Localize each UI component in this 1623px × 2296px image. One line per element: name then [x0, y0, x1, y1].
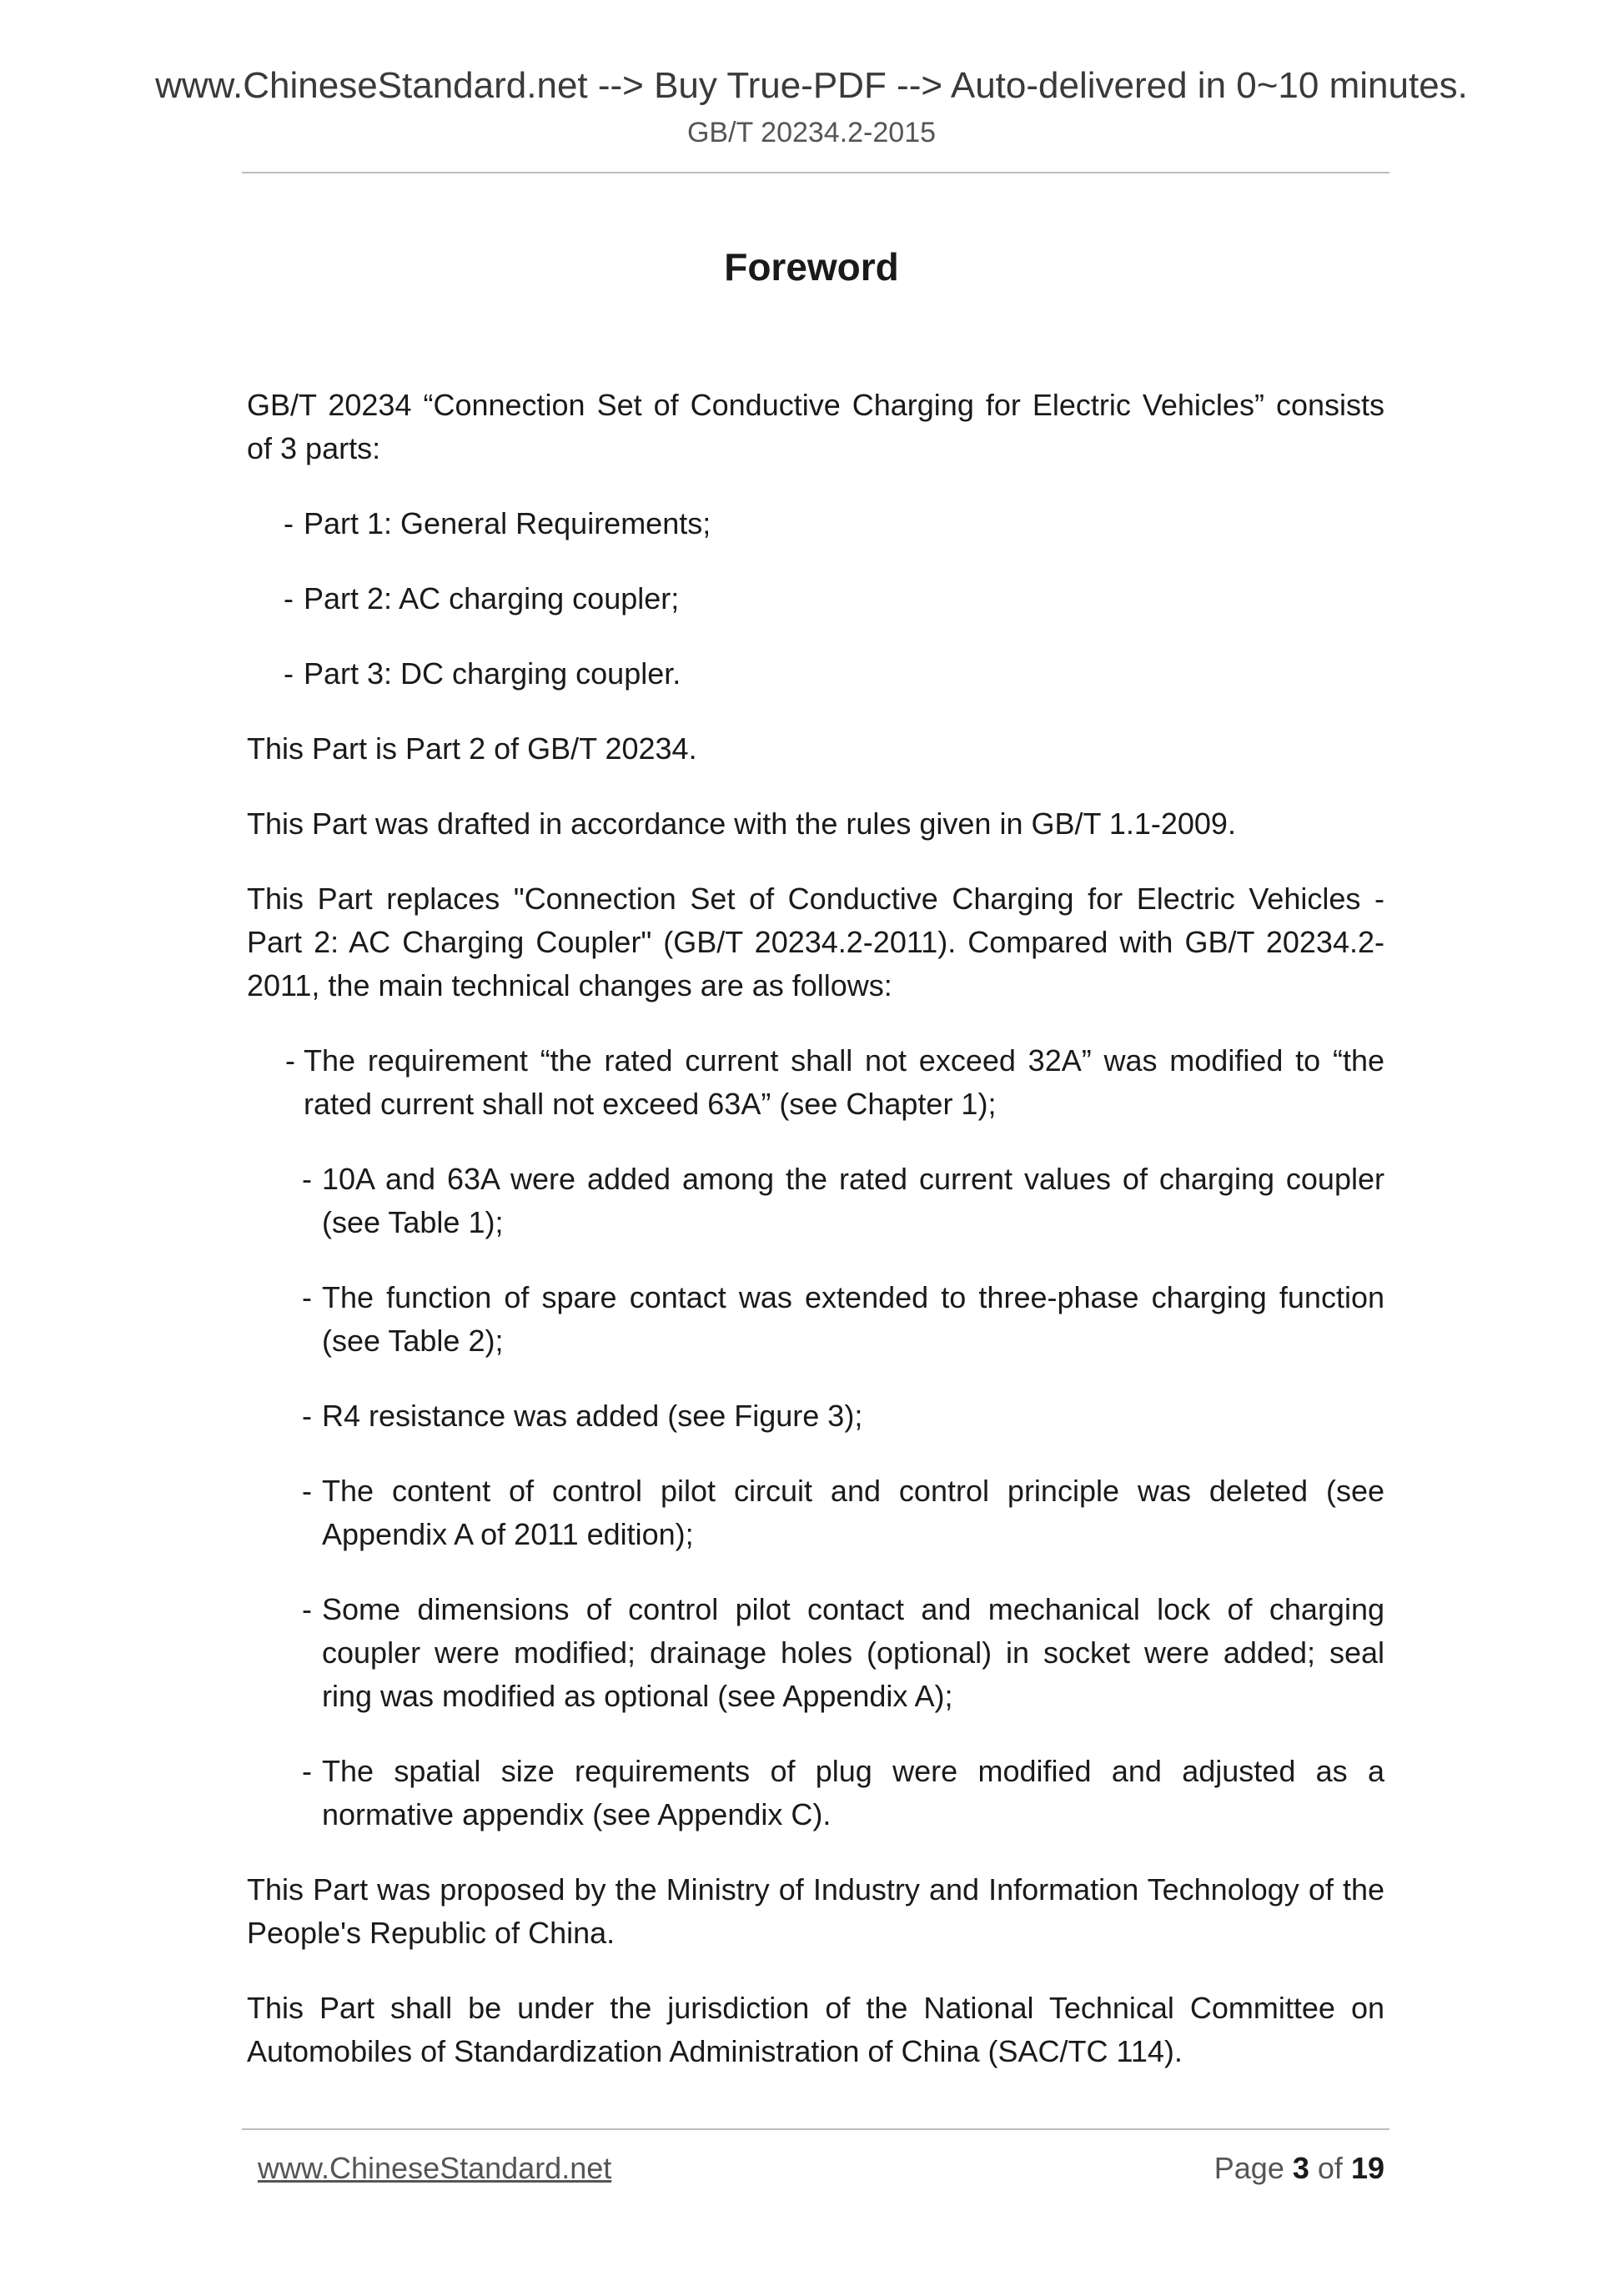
- list-dash: -: [302, 1754, 312, 1788]
- page-of-label: of: [1317, 2151, 1343, 2185]
- page-indicator: [1214, 2151, 1384, 2186]
- part-of-paragraph: This Part is Part 2 of GB/T 20234.: [247, 731, 697, 766]
- list-dash: -: [284, 581, 294, 615]
- intro-paragraph: GB/T 20234 “Connection Set of Conductive Charging for Electric Vehicles” consists of 3 parts:: [247, 388, 1384, 465]
- header-standard-code: GB/T 20234.2-2015: [686, 117, 937, 148]
- change-list-item: [247, 1039, 1384, 1126]
- header-banner[interactable]: www.ChineseStandard.net --> Buy True-PDF --> Auto-delivered in 0~10 minutes.: [155, 65, 1468, 106]
- document-body: [247, 384, 1384, 2105]
- list-dash: -: [302, 1399, 312, 1433]
- part-list-item: [247, 502, 1384, 545]
- change-item-text: The requirement “the rated current shall not exceed 32A” was modified to “the rated current shall not exceed 63A” (see Chapter 1);: [304, 1043, 1384, 1121]
- proposed-paragraph: This Part was proposed by the Ministry of Industry and Information Technology of the People's Republic of China.: [247, 1872, 1384, 1950]
- change-list-item: [247, 1750, 1384, 1836]
- page-current: 3: [1292, 2151, 1309, 2185]
- list-dash: -: [302, 1162, 312, 1196]
- change-list-item: [247, 1158, 1384, 1244]
- drafted-paragraph: This Part was drafted in accordance with the rules given in GB/T 1.1-2009.: [247, 806, 1236, 841]
- change-list-item: [247, 1470, 1384, 1556]
- part-item-text: Part 1: General Requirements;: [304, 506, 711, 540]
- list-dash: -: [302, 1474, 312, 1508]
- change-list-item: [247, 1394, 1384, 1438]
- replaces-paragraph: This Part replaces "Connection Set of Conductive Charging for Electric Vehicles - Part 2: AC Charging Coupler" (GB/T 20234.2-2011). Compared with GB/T 20234.2-2011, the main technical changes are as follows:: [247, 882, 1384, 1002]
- part-list-item: [247, 577, 1384, 620]
- list-dash: -: [284, 506, 294, 540]
- part-list-item: [247, 652, 1384, 696]
- header-divider: [242, 172, 1389, 173]
- list-dash: -: [285, 1043, 295, 1078]
- page-title: Foreword: [724, 245, 899, 289]
- list-dash: -: [284, 656, 294, 691]
- list-dash: -: [302, 1592, 312, 1626]
- change-item-text: R4 resistance was added (see Figure 3);: [322, 1399, 863, 1433]
- page-label: Page: [1213, 2151, 1284, 2185]
- change-list-item: [247, 1276, 1384, 1363]
- change-item-text: The content of control pilot circuit and control principle was deleted (see Appendix A of 2011 edition);: [322, 1474, 1384, 1551]
- footer-site-link[interactable]: www.ChineseStandard.net: [258, 2151, 612, 2185]
- page-total: 19: [1350, 2151, 1384, 2185]
- change-item-text: The spatial size requirements of plug were modified and adjusted as a normative appendix (see Appendix C).: [322, 1754, 1384, 1831]
- part-item-text: Part 3: DC charging coupler.: [304, 656, 681, 691]
- change-item-text: Some dimensions of control pilot contact and mechanical lock of charging coupler were modified; drainage holes (optional) in socket were added; seal ring was modified as optional (see Appendix A);: [322, 1592, 1384, 1713]
- list-dash: -: [302, 1280, 312, 1314]
- jurisdiction-paragraph: This Part shall be under the jurisdiction of the National Technical Committee on Automobiles of Standardization Administration of China (SAC/TC 114).: [247, 1991, 1384, 2068]
- footer-divider: [242, 2128, 1389, 2130]
- change-item-text: 10A and 63A were added among the rated current values of charging coupler (see Table 1);: [322, 1162, 1384, 1239]
- change-item-text: The function of spare contact was extended to three-phase charging function (see Table 2);: [322, 1280, 1384, 1358]
- part-item-text: Part 2: AC charging coupler;: [304, 581, 680, 615]
- change-list-item: [247, 1588, 1384, 1718]
